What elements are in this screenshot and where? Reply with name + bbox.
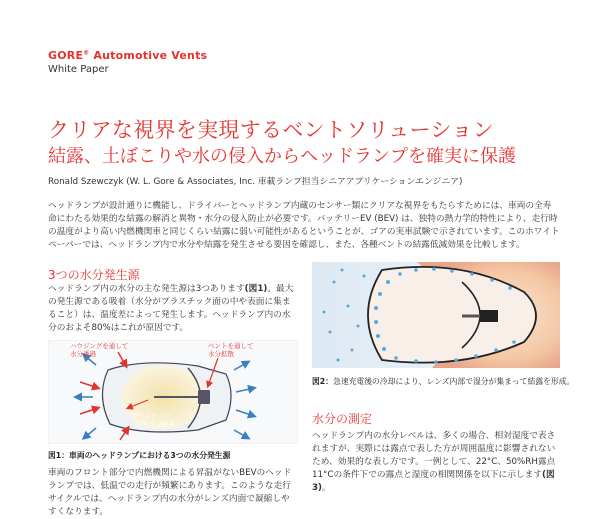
figure3-reference: (図3): [312, 470, 555, 493]
document-type: White Paper: [48, 64, 109, 75]
figure1-reference: (図1): [244, 284, 268, 294]
figure1-label-permeation: ハウジングを通して水分透過: [70, 342, 129, 358]
figure1-caption-text: 図1：車両のヘッドランプにおける3つの水分発生源: [48, 451, 231, 460]
figure2-diagram: [312, 262, 560, 368]
section1-text-2: 車両のフロント部分で内燃機関による昇温がないBEVのヘッドランプでは、低温での走行が頻繁にあります。このような走行サイクルでは、ヘッドランプ内の水分がレンズ内面で凝縮しやすくなります。: [48, 468, 292, 517]
section1-paragraph: [48, 283, 298, 335]
figure1-diagram: [48, 340, 298, 444]
figure1-caption: [48, 450, 230, 461]
section1-text-post: 。最大の発生源である吸着（水分がプラスチック面の中や表面に集まること）は、温度差によって発生します。ヘッドランプ内の水分のおよそ80%はこれが原因です。: [48, 284, 294, 333]
figure2-caption-text: 急速充電後の冷却により、レンズ内部で湿分が集まって結露を形成。: [333, 377, 575, 386]
figure1-label-desorption: プラスチックから水分脱着: [132, 412, 175, 428]
figure2-caption-label: 図2：: [312, 377, 334, 386]
intro-text: ヘッドランプが設計通りに機能し、ドライバーとヘッドランプ内蔵のセンサー類にクリアな視界をもたらすためには、車両の全寿命にわたる効果的な結露の解消と異物・水分の侵入防止が必要です。バッテリーEV (BEV) は、独特の熱力学的特性により、走行時の温度がより高い内燃機関車と同じくらい結露に弱い可能性があるということが、ゴアの実車試験で示されています。このホワイトペーパーでは、ヘッドランプ内で水分や結露を発生させる要因を確認し、また、各種ベントの結露低減効果を比較します。: [48, 201, 560, 250]
intro-paragraph: [48, 200, 560, 252]
section2-text: ヘッドランプ内の水分レベルは、多くの場合、相対湿度で表されますが、実際には露点で表した方が周囲温度に影響されないため、効果的な表し方です。一例として、22°C、50%RH露点11°Cの条件下での露点と湿度の相関関係を以下に示します: [312, 431, 556, 480]
brand-title: [48, 49, 207, 62]
figure2-caption: [312, 376, 574, 387]
figure1-label-vent-diffusion: ベントを通して水分拡散: [208, 342, 254, 358]
author-line: Ronald Szewczyk (W. L. Gore & Associates, Inc. 車載ランプ担当シニアアプリケーションエンジニア): [48, 177, 463, 187]
section1-paragraph-2: [48, 467, 298, 519]
brand-product-line: Automotive Vents: [89, 49, 208, 62]
page-subtitle: 結露、土ぼこりや水の侵入からヘッドランプを確実に保護: [48, 146, 516, 167]
brand-registered-mark: ®: [83, 49, 90, 57]
section1-text-pre: ヘッドランプ内の水分の主な発生源は3つあります: [48, 284, 245, 294]
section-heading-moisture-measurement: 水分の測定: [312, 412, 373, 426]
section2-paragraph: [312, 430, 560, 495]
brand-name: GORE: [48, 49, 84, 62]
section2-text-end: 。: [322, 483, 331, 493]
page-title: クリアな視界を実現するベントソリューション: [48, 118, 494, 142]
section-heading-moisture-sources: 3つの水分発生源: [48, 268, 140, 282]
